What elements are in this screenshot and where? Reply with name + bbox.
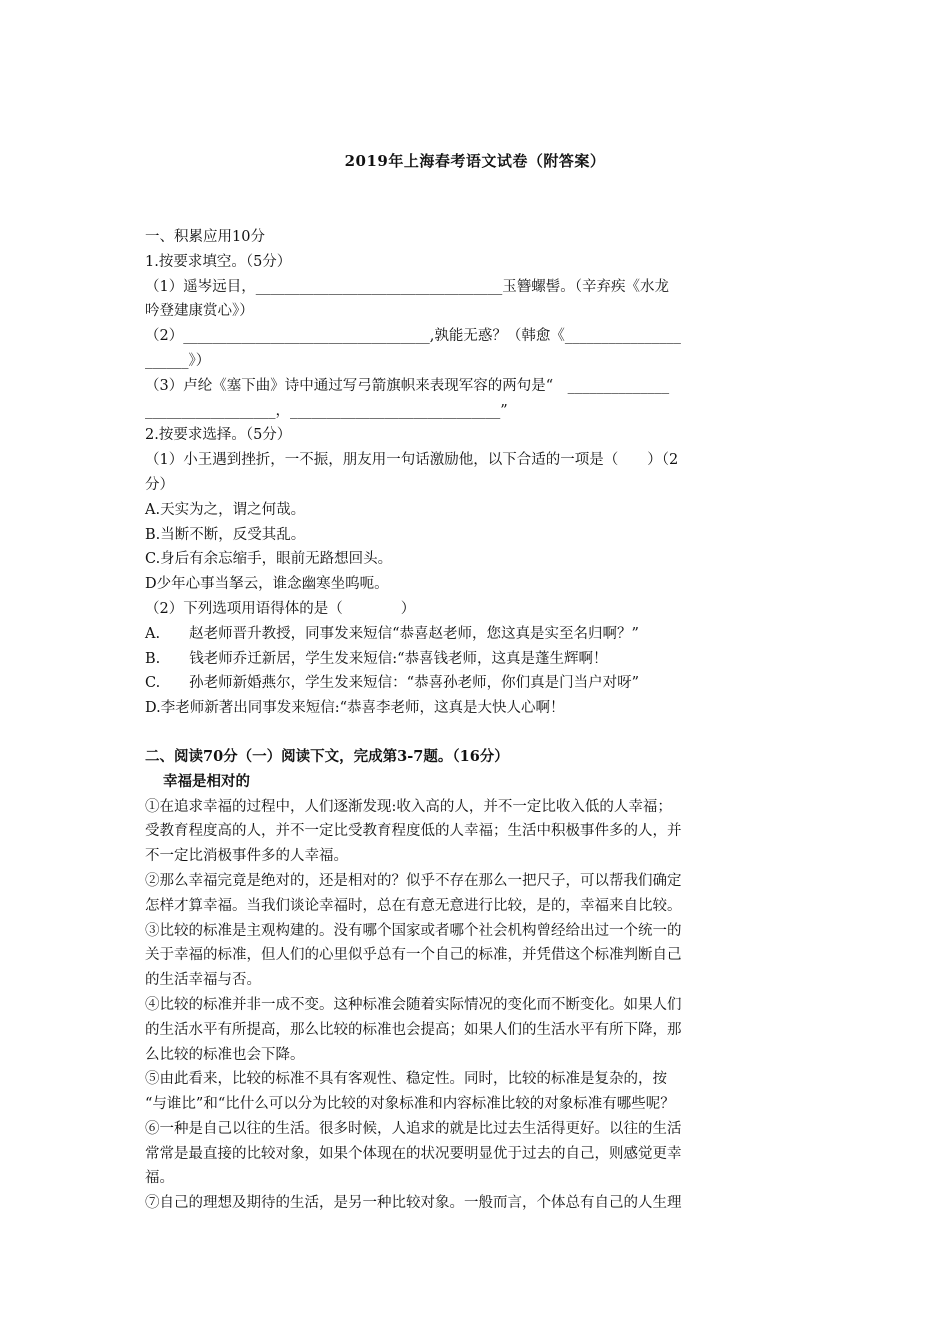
section-heading: 一、积累应用10分 bbox=[145, 229, 265, 245]
answer-option: C.身后有余忘缩手，眼前无路想回头。 bbox=[145, 551, 393, 568]
paragraph-line: 么比较的标准也会下降。 bbox=[145, 1046, 305, 1063]
question-line: 1.按要求填空。（5分） bbox=[145, 253, 292, 270]
question-line: （2）__________________________________,孰能无惑？（韩愈《________________ bbox=[145, 328, 681, 345]
paragraph-line: ④比较的标准并非一成不变。这种标准会随着实际情况的变化而不断变化。如果人们 bbox=[145, 996, 682, 1013]
question-line: （2）下列选项用语得体的是（ ） bbox=[145, 600, 416, 617]
question-line: 吟登建康赏心》） bbox=[145, 303, 254, 320]
answer-option: D.李老师新著出同事发来短信:“恭喜李老师，这真是大快人心啊！ bbox=[145, 700, 565, 717]
paragraph-line: “与谁比”和“比什么可以分为比较的对象标准和内容标准比较的对象标准有哪些呢？ bbox=[145, 1096, 675, 1113]
paragraph-line: 不一定比消极事件多的人幸福。 bbox=[145, 848, 348, 865]
paragraph-line: 福。 bbox=[145, 1170, 174, 1187]
paragraph-line: 关于幸福的标准，但人们的心里似乎总有一个自己的标准，并凭借这个标准判断自己 bbox=[145, 947, 682, 964]
page-title: 2019年上海春考语文试卷（附答案） bbox=[344, 152, 606, 170]
answer-option: B.当断不断，反受其乱。 bbox=[145, 526, 306, 543]
answer-option: A.天实为之，谓之何哉。 bbox=[145, 501, 306, 518]
section-spacer bbox=[145, 721, 805, 745]
paragraph-line: 受教育程度高的人，并不一定比受教育程度低的人幸福；生活中积极事件多的人，并 bbox=[145, 823, 682, 840]
question-line: （1）遥岑远目，__________________________________玉簪螺髻。（辛弃疾《水龙 bbox=[145, 278, 669, 295]
answer-option: B. 钱老师乔迁新居，学生发来短信:“恭喜钱老师，这真是蓬生辉啊！ bbox=[145, 650, 608, 667]
paragraph-line: ⑤由此看来，比较的标准不具有客观性、稳定性。同时，比较的标准是复杂的，按 bbox=[145, 1071, 667, 1088]
question-line: 分） bbox=[145, 476, 174, 493]
answer-option: A. 赵老师晋升教授，同事发来短信“恭喜赵老师，您这真是实至名归啊？” bbox=[145, 625, 639, 642]
paragraph-line: 的生活水平有所提高，那么比较的标准也会提高；如果人们的生活水平有所下降，那 bbox=[145, 1021, 682, 1038]
article-title: 幸福是相对的 bbox=[163, 772, 250, 790]
document-body bbox=[145, 225, 805, 1216]
paragraph-line: ⑦自己的理想及期待的生活，是另一种比较对象。一般而言，个体总有自己的人生理 bbox=[145, 1195, 682, 1212]
paragraph-line: 怎样才算幸福。当我们谈论幸福时，总在有意无意进行比较，是的，幸福来自比较。 bbox=[145, 897, 682, 914]
answer-option: C. 孙老师新婚燕尔，学生发来短信：“恭喜孙老师，你们真是门当户对呀” bbox=[145, 675, 640, 692]
question-line: （3）卢纶《塞下曲》诗中通过写弓箭旗帜来表现军容的两句是“ ______________ bbox=[145, 377, 670, 394]
question-line: 2.按要求选择。（5分） bbox=[145, 427, 292, 444]
question-line: __________________，_____________________________” bbox=[145, 402, 508, 419]
paragraph-line: ②那么幸福完竟是绝对的，还是相对的？似乎不存在那么一把尺子，可以帮我们确定 bbox=[145, 872, 682, 889]
section-heading: 二、阅读70分（一）阅读下文，完成第3-7题。（16分） bbox=[145, 747, 509, 765]
question-line: （1）小王遇到挫折，一不振，朋友用一句话激励他，以下合适的一项是（ ）（2 bbox=[145, 452, 679, 469]
paragraph-line: ①在追求幸福的过程中，人们逐渐发现:收入高的人，并不一定比收入低的人幸福； bbox=[145, 798, 672, 815]
paragraph-line: ③比较的标准是主观构建的。没有哪个国家或者哪个社会机构曾经给出过一个统一的 bbox=[145, 922, 682, 939]
paragraph-line: ⑥一种是自己以往的生活。很多时候，人追求的就是比过去生活得更好。以往的生活 bbox=[145, 1120, 682, 1137]
paragraph-line: 常常是最直接的比较对象，如果个体现在的状况要明显优于过去的自己，则感觉更幸 bbox=[145, 1145, 682, 1162]
answer-option: D少年心事当拏云，谁念幽寒坐呜呃。 bbox=[145, 576, 389, 593]
question-line: ______》） bbox=[145, 352, 211, 369]
paragraph-line: 的生活幸福与否。 bbox=[145, 972, 261, 989]
